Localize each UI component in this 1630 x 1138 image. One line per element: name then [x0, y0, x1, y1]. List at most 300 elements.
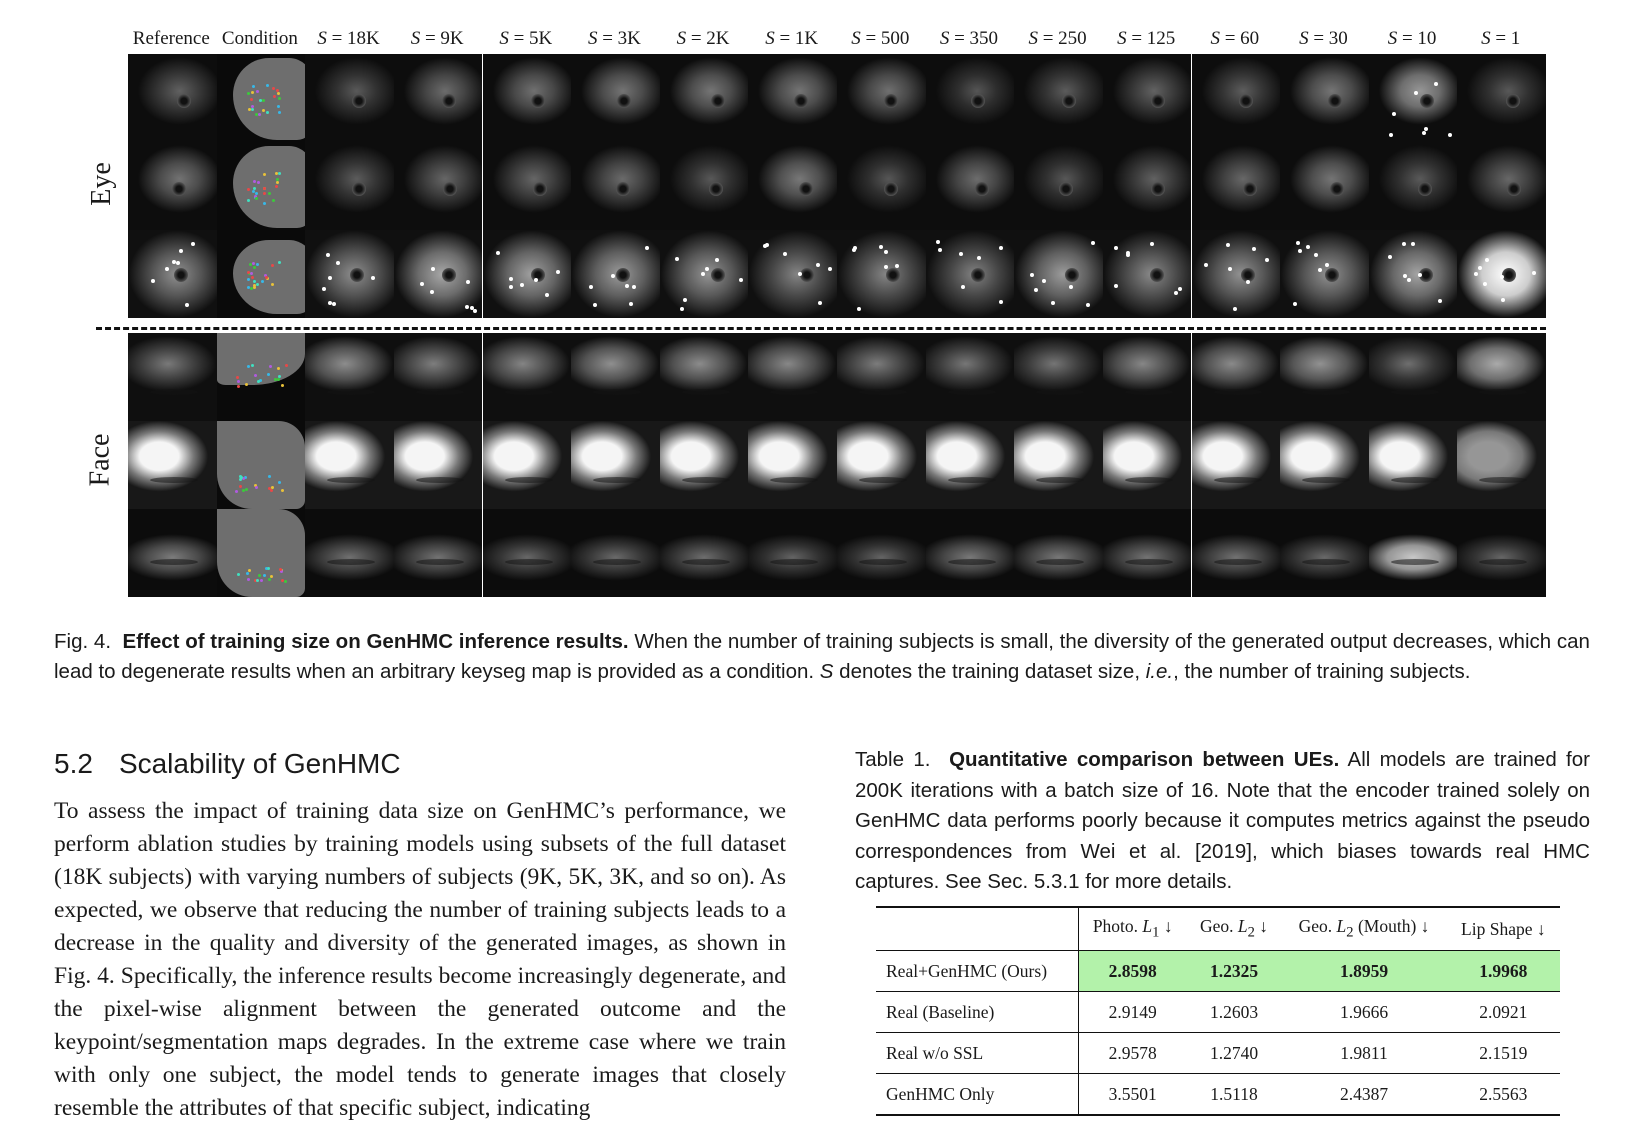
specular-highlight [938, 248, 942, 252]
mouth-line [1036, 389, 1084, 395]
mouth-line [416, 559, 464, 565]
specular-highlight [645, 246, 649, 250]
eye-iris [174, 268, 188, 282]
eye-image-cell [660, 230, 749, 318]
results-table [876, 906, 1560, 1116]
face-image-cell [1192, 333, 1281, 421]
specular-highlight [680, 307, 684, 311]
specular-highlight [466, 280, 470, 284]
specular-highlight [959, 252, 963, 256]
eye-iris [1330, 182, 1344, 196]
keypoint-dot [251, 276, 254, 279]
eye-iris [172, 182, 186, 196]
eye-iris [177, 94, 191, 108]
eye-iris [1150, 268, 1164, 282]
eye-image-cell [305, 142, 394, 230]
keypoint-dot [277, 367, 280, 370]
eye-iris [1065, 268, 1079, 282]
face-image-cell [1103, 421, 1192, 509]
specular-highlight [1114, 284, 1118, 288]
face-image-cell [483, 421, 572, 509]
eye-image-cell [1280, 142, 1369, 230]
specular-highlight [1030, 273, 1034, 277]
row-label-eye: Eye [85, 162, 117, 206]
eye-iris [1325, 268, 1339, 282]
caption-ie: i.e. [1145, 659, 1174, 683]
specular-highlight [739, 278, 743, 282]
column-labels [127, 28, 1545, 52]
specular-highlight [1069, 285, 1073, 289]
row-value: 1.2603 [1209, 1001, 1259, 1022]
mouth-line [327, 389, 375, 395]
header-geo-l2: Geo. $L_2$ ↓ [1199, 916, 1269, 941]
mouth-line [770, 477, 818, 483]
face-image-cell [571, 421, 660, 509]
eye-iris [1420, 94, 1434, 108]
keypoint-dot [247, 188, 250, 191]
face-image-cell [748, 333, 837, 421]
keypoint-dot [265, 276, 268, 279]
face-image-cell [483, 509, 572, 597]
specular-highlight [1392, 112, 1396, 116]
specular-highlight [336, 261, 340, 265]
keypoint-dot [263, 574, 266, 577]
keypoint-dot [255, 486, 258, 489]
eye-image-cell [217, 142, 306, 230]
specular-highlight [705, 267, 709, 271]
mouth-line [948, 559, 996, 565]
mouth-line [682, 559, 730, 565]
specular-highlight [1293, 302, 1297, 306]
header-geo-l2-mouth: Geo. $L_2$ (Mouth) ↓ [1298, 916, 1430, 941]
specular-highlight [1042, 279, 1046, 283]
eye-iris [352, 182, 366, 196]
face-image-cell [1280, 509, 1369, 597]
eye-image-cell [837, 142, 926, 230]
specular-highlight [1034, 288, 1038, 292]
keypoint-dot [247, 199, 250, 202]
section-body: To assess the impact of training data size on GenHMC’s performance, we perform ablation studies by training models using subsets of the full dataset (18K subjects) with varying numbers of subjects (9K, 5K, 3K, and so on). As expected, we observe that reducing the number of training subjects leads to a decrease in the quality and diversity of the generated images, as shown in Fig. 4. Specifically, the inference results become increasingly degenerate, and the pixel-wise alignment between the generated outcome and the keypoint/segmentation maps degrades. In the extreme case where we train with only one subject, the model tends to generate images that closely resemble the attributes of that specific subject, indicating [54, 798, 786, 1121]
specular-highlight [593, 303, 597, 307]
specular-highlight [1438, 299, 1442, 303]
mouth-line [859, 477, 907, 483]
condition-map-shape [217, 509, 305, 597]
keypoint-dot [239, 478, 242, 481]
mouth-line [416, 477, 464, 483]
eye-image-cell [571, 142, 660, 230]
specular-highlight [884, 265, 888, 269]
face-image-cell [660, 421, 749, 509]
row-value: 3.5501 [1108, 1083, 1157, 1104]
eye-iris [533, 182, 547, 196]
eye-image-cell [1014, 54, 1103, 142]
row-label-face: Face [84, 433, 116, 487]
eye-image-cell [1369, 230, 1458, 318]
specular-highlight [431, 267, 435, 271]
specular-highlight [326, 253, 330, 257]
mouth-line [1479, 389, 1527, 395]
mouth-line [1214, 559, 1262, 565]
face-image-cell [660, 333, 749, 421]
mouth-line [416, 389, 464, 395]
keypoint-dot [267, 567, 270, 570]
column-label: Reference [132, 28, 210, 49]
keypoint-dot [259, 99, 262, 102]
mouth-line [1302, 389, 1350, 395]
row-value: 1.9666 [1339, 1001, 1389, 1022]
eye-iris [711, 94, 725, 108]
eye-image-cell [660, 54, 749, 142]
eye-iris [1506, 94, 1520, 108]
mouth-line [505, 477, 553, 483]
keypoint-dot [256, 263, 259, 266]
face-image-cell [1014, 509, 1103, 597]
specular-highlight [1091, 241, 1095, 245]
face-image-cell [1103, 509, 1192, 597]
column-label: S = 1K [765, 28, 819, 49]
specular-highlight [1296, 241, 1300, 245]
specular-highlight [371, 276, 375, 280]
specular-highlight [176, 261, 180, 265]
column-label: S = 250 [1028, 28, 1087, 49]
mouth-line [1125, 389, 1173, 395]
group-divider [96, 327, 1546, 330]
keypoint-dot [278, 97, 281, 100]
condition-map-shape [217, 421, 305, 509]
face-image-cell [128, 509, 217, 597]
specular-highlight [715, 258, 719, 262]
specular-highlight [1252, 247, 1256, 251]
eye-iris [1151, 182, 1165, 196]
specular-highlight [999, 246, 1003, 250]
keypoint-dot [256, 283, 259, 286]
specular-highlight [1483, 282, 1487, 286]
specular-highlight [632, 285, 636, 289]
eye-iris [799, 182, 813, 196]
specular-highlight [1501, 298, 1505, 302]
table-row [876, 1033, 1560, 1074]
specular-highlight [332, 302, 336, 306]
column-label: S = 9K [410, 28, 464, 49]
row-value: 2.1519 [1479, 1042, 1528, 1063]
mouth-line [150, 559, 198, 565]
eye-iris [1059, 182, 1073, 196]
specular-highlight [1485, 258, 1489, 262]
table-caption-prefix: Table 1. [855, 748, 931, 771]
keypoint-dot [263, 202, 266, 205]
header-method [876, 907, 1078, 951]
keypoint-dot [245, 383, 248, 386]
mouth-line [1214, 477, 1262, 483]
eye-image-cell [128, 54, 217, 142]
keypoint-dot [254, 374, 257, 377]
keypoint-dot [262, 109, 265, 112]
eye-image-cell [394, 230, 483, 318]
row-value: 1.2740 [1209, 1042, 1259, 1063]
mouth-line [593, 477, 641, 483]
row-value: 2.9578 [1108, 1042, 1157, 1063]
mouth-line [682, 389, 730, 395]
mouth-line [505, 389, 553, 395]
column-label: S = 18K [317, 28, 380, 49]
face-image-cell [837, 421, 926, 509]
eye-iris [884, 94, 898, 108]
keypoint-dot [276, 178, 279, 181]
eye-iris [711, 268, 725, 282]
eye-image-cell [1280, 230, 1369, 318]
keypoint-dot [262, 99, 265, 102]
eye-iris [886, 268, 900, 282]
column-label: Condition [221, 28, 298, 49]
row-value: 2.4387 [1339, 1083, 1389, 1104]
specular-highlight [1414, 91, 1418, 95]
column-label: S = 60 [1210, 28, 1260, 49]
face-image-cell [660, 509, 749, 597]
specular-highlight [1407, 278, 1411, 282]
face-image-cell [1457, 509, 1546, 597]
row-method: GenHMC Only [876, 1074, 1078, 1116]
specular-highlight [1314, 253, 1318, 257]
keypoint-dot [278, 481, 281, 484]
section-heading [54, 748, 401, 780]
keypoint-dot [253, 187, 256, 190]
face-image-cell [1192, 421, 1281, 509]
eye-iris [616, 268, 630, 282]
face-image-cell [217, 509, 306, 597]
mouth-line [770, 559, 818, 565]
table-caption [855, 745, 1590, 898]
condition-map-shape [217, 333, 305, 385]
eye-image-cell [748, 142, 837, 230]
mouth-line [150, 389, 198, 395]
caption-title: Effect of training size on GenHMC inference results. [122, 630, 629, 653]
face-image-cell [483, 333, 572, 421]
face-image-cell [571, 509, 660, 597]
keypoint-dot [258, 113, 261, 116]
header-lip-shape: Lip Shape ↓ [1461, 918, 1546, 939]
keypoint-dot [247, 365, 250, 368]
eye-image-cell [483, 142, 572, 230]
specular-highlight [1298, 249, 1302, 253]
eye-iris [1418, 182, 1432, 196]
eye-image-cell [571, 54, 660, 142]
column-label: S = 350 [939, 28, 999, 49]
keypoint-dot [260, 579, 263, 582]
column-label: S = 125 [1117, 28, 1176, 49]
face-image-cell [1192, 509, 1281, 597]
eye-image-cell [1192, 230, 1281, 318]
face-image-cell [926, 333, 1015, 421]
specular-highlight [1265, 258, 1269, 262]
face-image-grid [128, 333, 1546, 597]
mouth-line [1036, 559, 1084, 565]
mouth-line [1036, 477, 1084, 483]
section-number: 5.2 [54, 748, 93, 779]
face-image-cell [571, 333, 660, 421]
eye-iris [975, 182, 989, 196]
mouth-line [1302, 477, 1350, 483]
specular-highlight [1478, 266, 1482, 270]
column-label: S = 1 [1481, 28, 1521, 49]
eye-image-cell [837, 230, 926, 318]
eye-image-cell [217, 54, 306, 142]
specular-highlight [999, 300, 1003, 304]
eye-image-cell [926, 54, 1015, 142]
keypoint-dot [268, 192, 271, 195]
mouth-line [593, 559, 641, 565]
eye-image-cell [1103, 142, 1192, 230]
column-label: S = 5K [499, 28, 553, 49]
row-value: 2.5563 [1479, 1083, 1528, 1104]
face-image-cell [1014, 333, 1103, 421]
specular-highlight [936, 240, 940, 244]
eye-iris [352, 94, 366, 108]
face-image-cell [305, 421, 394, 509]
mouth-line [1391, 389, 1439, 395]
specular-highlight [328, 276, 332, 280]
specular-highlight [1532, 271, 1536, 275]
specular-highlight [1318, 268, 1322, 272]
eye-image-cell [1457, 142, 1546, 230]
keypoint-dot [251, 108, 254, 111]
mouth-line [150, 477, 198, 483]
eye-iris [1243, 182, 1257, 196]
face-image-cell [1280, 333, 1369, 421]
specular-highlight [589, 285, 593, 289]
eye-iris [884, 182, 898, 196]
mouth-line [327, 559, 375, 565]
eye-iris [794, 94, 808, 108]
row-value: 2.9149 [1108, 1001, 1157, 1022]
row-value: 1.8959 [1281, 951, 1446, 992]
specular-highlight [1474, 272, 1478, 276]
eye-iris [1151, 94, 1165, 108]
row-value: 1.2325 [1187, 951, 1282, 992]
eye-image-cell [483, 230, 572, 318]
table-row [876, 951, 1560, 992]
specular-highlight [151, 279, 155, 283]
face-image-cell [748, 421, 837, 509]
mouth-line [1302, 559, 1350, 565]
eye-image-cell [1103, 54, 1192, 142]
specular-highlight [430, 290, 434, 294]
face-image-cell [1280, 421, 1369, 509]
specular-highlight [675, 257, 679, 261]
specular-highlight [465, 305, 469, 309]
specular-highlight [828, 267, 832, 271]
mouth-line [1125, 477, 1173, 483]
eye-image-cell [1457, 54, 1546, 142]
mouth-line [1479, 477, 1527, 483]
column-label: S = 3K [587, 28, 641, 49]
specular-highlight [1178, 287, 1182, 291]
column-label: S = 500 [851, 28, 910, 49]
specular-highlight [322, 287, 326, 291]
caption-s-symbol: S [819, 659, 834, 683]
eye-iris [971, 268, 985, 282]
caption-text-3: , the number of training subjects. [1173, 659, 1471, 683]
specular-highlight [1403, 274, 1407, 278]
keypoint-dot [263, 192, 266, 195]
eye-image-cell [1369, 142, 1458, 230]
mouth-line [948, 477, 996, 483]
specular-highlight [1174, 291, 1178, 295]
eye-image-cell [837, 54, 926, 142]
row-value: 2.0921 [1479, 1001, 1528, 1022]
specular-highlight [629, 302, 633, 306]
eye-iris [1062, 94, 1076, 108]
specular-highlight [879, 245, 883, 249]
column-label: S = 10 [1387, 28, 1437, 49]
eye-image-cell [394, 142, 483, 230]
table-caption-title: Quantitative comparison between UEs. [949, 748, 1340, 771]
row-method: Real+GenHMC (Ours) [876, 951, 1078, 992]
specular-highlight [1051, 301, 1055, 305]
specular-highlight [509, 277, 513, 281]
header-photo-l1: Photo. $L_1$ ↓ [1092, 916, 1173, 941]
eye-iris [443, 182, 457, 196]
keypoint-dot [250, 272, 253, 275]
specular-highlight [1150, 242, 1154, 246]
specular-highlight [1114, 246, 1118, 250]
face-image-cell [394, 509, 483, 597]
column-label: S = 30 [1299, 28, 1348, 49]
keypoint-dot [252, 190, 255, 193]
face-image-cell [1369, 509, 1458, 597]
keypoint-dot [281, 579, 284, 582]
eye-image-cell [217, 230, 306, 318]
specular-highlight [473, 309, 477, 313]
specular-highlight [765, 243, 769, 247]
face-image-cell [394, 421, 483, 509]
face-image-cell [217, 421, 306, 509]
specular-highlight [611, 274, 615, 278]
face-image-cell [305, 509, 394, 597]
face-image-cell [394, 333, 483, 421]
eye-image-cell [1014, 142, 1103, 230]
eye-iris [442, 94, 456, 108]
face-image-cell [748, 509, 837, 597]
specular-highlight [191, 242, 195, 246]
specular-highlight [496, 251, 500, 255]
eye-image-grid [128, 54, 1546, 318]
face-image-cell [837, 509, 926, 597]
eye-image-cell [128, 142, 217, 230]
specular-highlight [961, 285, 965, 289]
specular-highlight [977, 256, 981, 260]
specular-highlight [1246, 280, 1250, 284]
specular-highlight [625, 284, 629, 288]
caption-prefix: Fig. 4. [54, 630, 112, 653]
eye-iris [350, 268, 364, 282]
specular-highlight [816, 263, 820, 267]
specular-highlight [1389, 133, 1393, 137]
table-row [876, 992, 1560, 1033]
eye-iris [709, 182, 723, 196]
specular-highlight [1411, 242, 1415, 246]
specular-highlight [852, 248, 856, 252]
eye-image-cell [926, 230, 1015, 318]
eye-image-cell [128, 230, 217, 318]
eye-image-cell [748, 54, 837, 142]
specular-highlight [895, 264, 899, 268]
specular-highlight [520, 283, 524, 287]
mouth-line [505, 559, 553, 565]
eye-iris [531, 94, 545, 108]
eye-image-cell [394, 54, 483, 142]
keypoint-dot [263, 173, 266, 176]
specular-highlight [1434, 82, 1438, 86]
